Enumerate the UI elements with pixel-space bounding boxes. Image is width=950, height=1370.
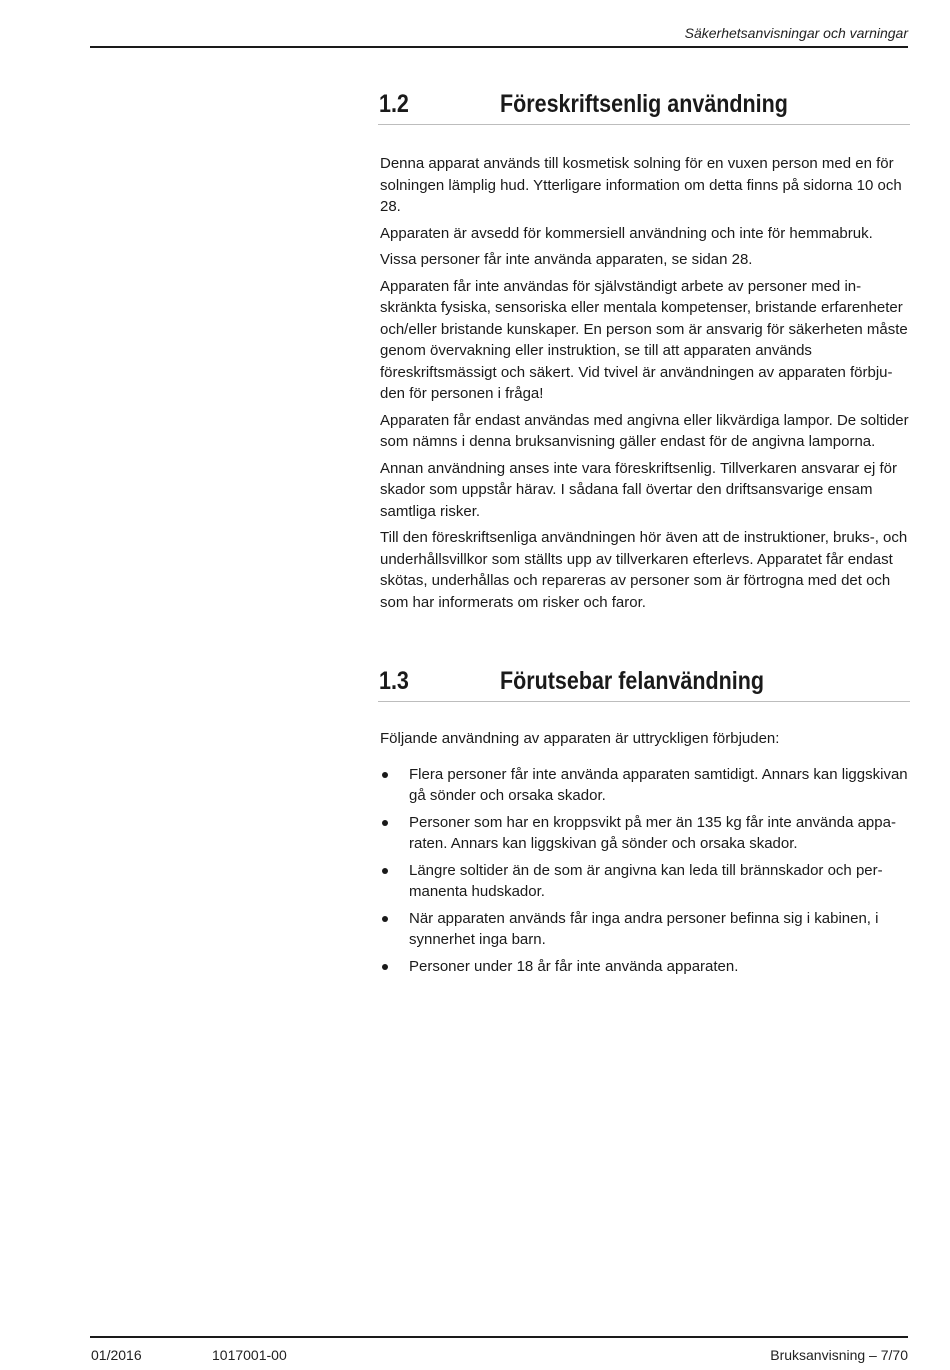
intro-paragraph: Följande användning av apparaten är uttryckligen förbjuden: — [380, 730, 780, 747]
paragraph: Till den föreskriftsenliga användningen hör även att de instruktioner, bruks-, och underhållsvillkor som ställts upp av tillverkaren efterlevs. Apparatet får endast skötas, underhållas och repareras av personer som är förtrogna med det och som har informerats om risker och faror. — [380, 529, 908, 611]
bullet-icon — [382, 916, 388, 922]
section-content — [378, 728, 910, 977]
paragraph: Annan användning anses inte vara föreskriftsenlig. Tillverkaren ansvarar ej för skador som uppstår härav. I sådana fall övertar den driftsansvarige ensam samtliga risker. — [380, 459, 897, 520]
paragraph: Apparaten är avsedd för kommersiell användning och inte för hemmabruk. — [380, 224, 873, 242]
page-footer — [90, 1336, 908, 1364]
paragraph: Apparaten får endast användas med angivna eller likvärdiga lampor. De soltider som nämns i denna bruksanvisning gäller endast för de angivna lamporna. — [380, 411, 909, 450]
list-item — [378, 956, 909, 978]
section-title: Förutsebar felanvändning — [500, 667, 765, 695]
paragraph: Denna apparat används till kosmetisk solning för en vuxen person med en för solningen lämplig hud. Ytterligare information om detta finns på sidorna 10 och 28. — [380, 155, 902, 215]
list-item-text: Personer som har en kroppsvikt på mer än 135 kg får inte använda apparaten. Annars kan liggskivan gå sönder och orsaka skador. — [409, 813, 896, 852]
list-item-text: När apparaten används får inga andra personer befinna sig i kabinen, i synnerhet inga barn. — [409, 909, 879, 948]
footer-date: 01/2016 — [91, 1347, 142, 1363]
list-item-text: Flera personer får inte använda apparaten samtidigt. Annars kan liggskivan gå sönder och orsaka skador. — [409, 765, 908, 804]
section-heading — [378, 667, 910, 702]
bullet-icon — [382, 868, 388, 874]
section-heading — [378, 90, 910, 125]
section-number: 1.2 — [379, 90, 409, 118]
section-content — [378, 153, 910, 613]
section-number: 1.3 — [379, 667, 409, 695]
page-header — [90, 22, 908, 48]
paragraph: Apparaten får inte användas för självständigt arbete av personer med inskränkta fysiska, sensoriska eller mentala kompetenser, bristande erfarenheter och/eller bristande kunskaper. En person som är ansvarig för säkerheten måste genom övervakning eller instruktion, se till att apparaten används föreskriftsmässigt och säkert. Vid tvivel är användningen av apparaten förbjuden för personen i fråga! — [380, 277, 908, 402]
paragraph: Vissa personer får inte använda apparaten, se sidan 28. — [380, 251, 753, 268]
footer-page-number: Bruksanvisning – 7/70 — [770, 1347, 908, 1363]
bullet-icon — [382, 772, 388, 778]
section-title: Föreskriftsenlig användning — [500, 90, 788, 118]
bullet-icon — [382, 820, 388, 826]
section-1-2 — [378, 90, 910, 618]
footer-doc-number: 1017001-00 — [212, 1347, 287, 1363]
header-title: Säkerhetsanvisningar och varningar — [684, 25, 908, 41]
bullet-icon — [382, 964, 388, 970]
section-1-3 — [378, 667, 910, 982]
list-item — [378, 860, 909, 903]
list-item — [378, 764, 909, 807]
list-item — [378, 812, 909, 855]
bullet-list — [378, 764, 910, 978]
list-item-text: Längre soltider än de som är angivna kan leda till brännskador och permanenta hudskador. — [409, 861, 883, 900]
list-item — [378, 908, 909, 951]
list-item-text: Personer under 18 år får inte använda apparaten. — [409, 957, 739, 975]
